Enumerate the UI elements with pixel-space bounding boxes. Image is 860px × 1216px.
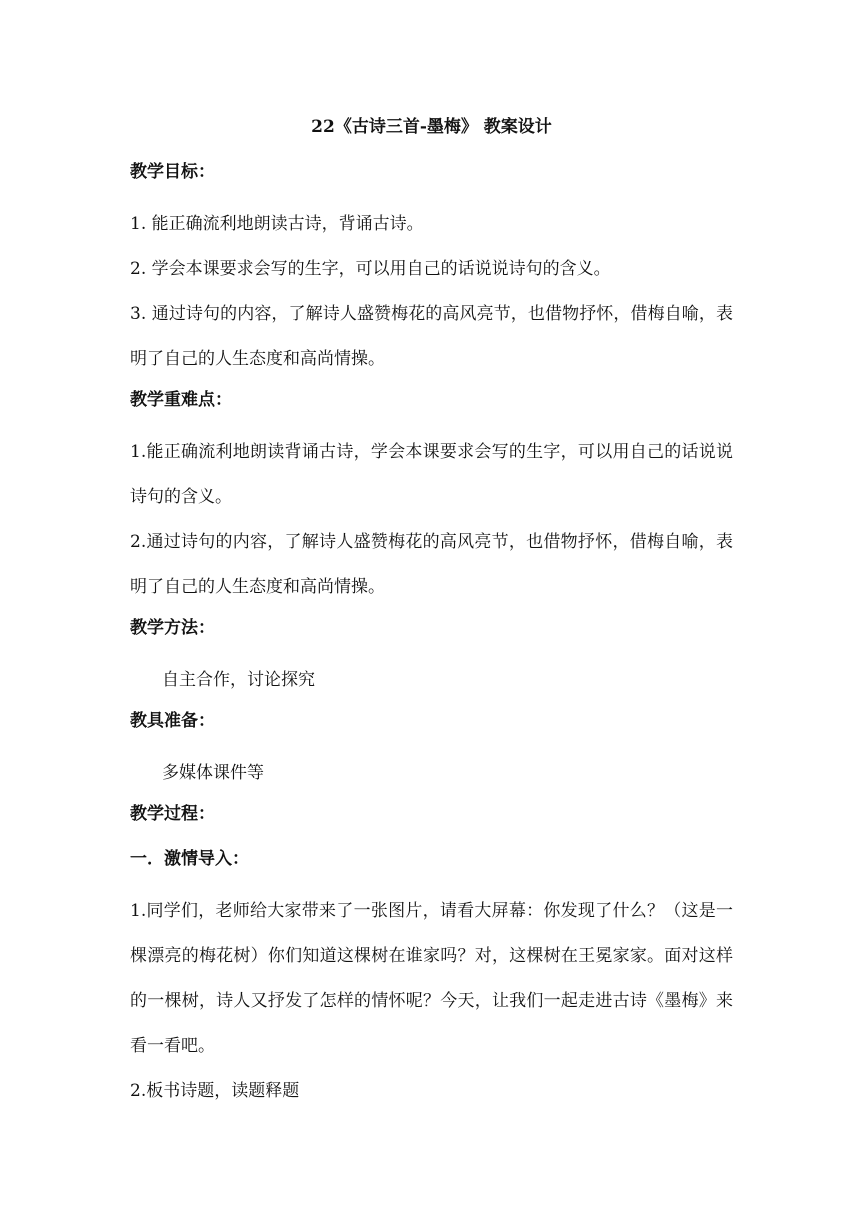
methods-heading: 教学方法： <box>130 618 215 638</box>
materials-text: 多媒体课件等 <box>162 763 264 783</box>
materials-heading: 教具准备： <box>130 711 215 731</box>
key-point-item-1: 1.能正确流利地朗读背诵古诗，学会本课要求会写的生字，可以用自己的话说说诗句的含义。 <box>130 442 733 507</box>
process-item-1: 1.同学们，老师给大家带来了一张图片，请看大屏幕：你发现了什么？（这是一棵漂亮的梅花树）你们知道这棵树在谁家吗？对，这棵树在王冕家家。面对这样的一棵树，诗人又抒发了怎样的情怀呢？今天，让我们一起走进古诗《墨梅》来看一看吧。 <box>130 901 733 1056</box>
objective-item-3: 3. 通过诗句的内容，了解诗人盛赞梅花的高风亮节，也借物抒怀，借梅自喻，表明了自己的人生态度和高尚情操。 <box>130 304 733 369</box>
document-title: 22《古诗三首-墨梅》 教案设计 <box>311 117 552 137</box>
key-point-item-2: 2.通过诗句的内容，了解诗人盛赞梅花的高风亮节，也借物抒怀，借梅自喻，表明了自己的人生态度和高尚情操。 <box>130 532 733 597</box>
objective-item-2: 2. 学会本课要求会写的生字，可以用自己的话说说诗句的含义。 <box>130 259 611 279</box>
document-content <box>130 112 733 1114</box>
process-heading: 教学过程： <box>130 804 215 824</box>
objective-item-1: 1. 能正确流利地朗读古诗，背诵古诗。 <box>130 214 424 234</box>
objectives-heading: 教学目标： <box>130 162 215 182</box>
process-subheading: 一．激情导入： <box>130 849 249 869</box>
process-item-2: 2.板书诗题，读题释题 <box>130 1081 300 1101</box>
key-points-heading: 教学重难点： <box>130 390 232 410</box>
methods-text: 自主合作，讨论探究 <box>162 670 315 690</box>
